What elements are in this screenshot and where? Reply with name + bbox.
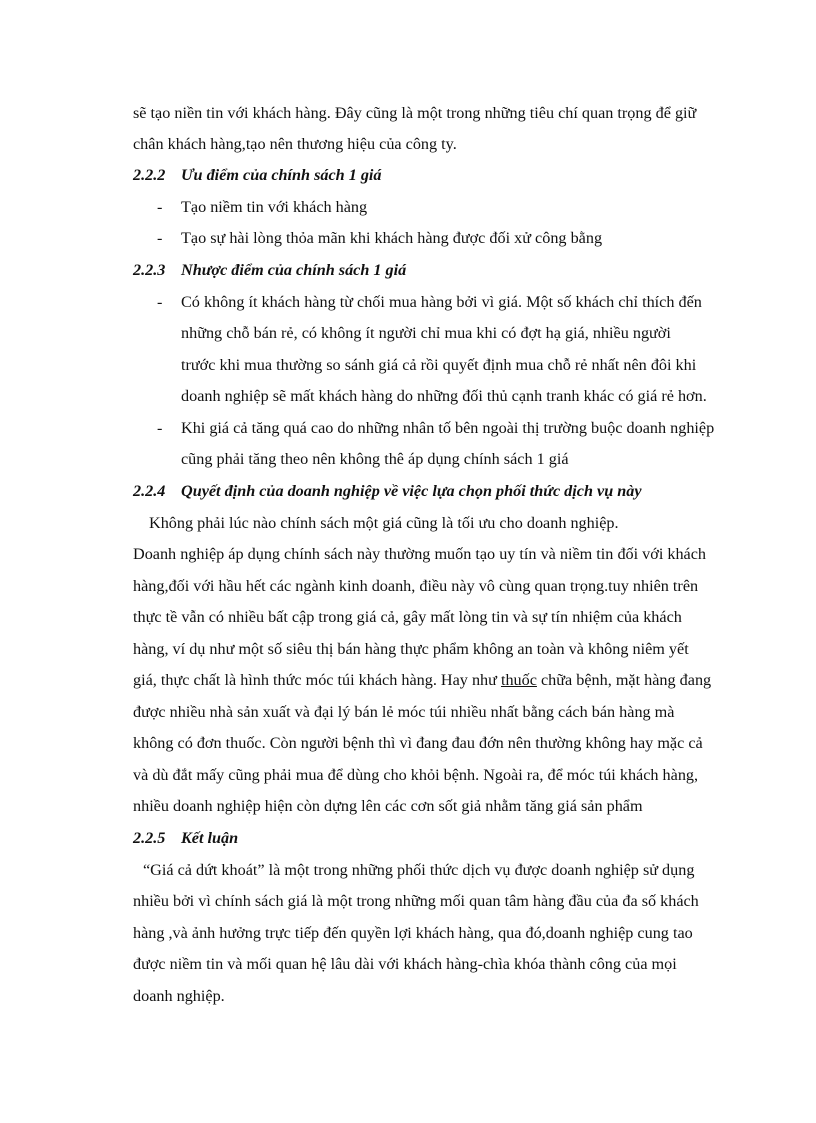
heading-2-2-3: [133, 255, 406, 287]
heading-2-2-2: [133, 160, 382, 192]
para-224-line-1: Không phải lúc nào chính sách một giá cũng là tối ưu cho doanh nghiệp.: [149, 514, 619, 532]
conclusion-line-4: được niềm tin và mối quan hệ lâu dài với khách hàng-chìa khóa thành công của mọi: [133, 955, 677, 973]
text-run: giá, thực chất là hình thức móc túi khách hàng. Hay như: [133, 671, 501, 689]
heading-title: Ưu điểm của chính sách 1 giá: [181, 166, 382, 184]
disadvantage-1-line-1: Có không ít khách hàng từ chối mua hàng bởi vì giá. Một số khách chỉ thích đến: [181, 293, 702, 311]
text-run: chữa bệnh, mặt hàng đang: [536, 671, 712, 689]
para-224-line-10: nhiều doanh nghiệp hiện còn dựng lên các cơn sốt giả nhằm tăng giá sản phẩm: [133, 797, 643, 815]
heading-number: 2.2.4: [133, 482, 166, 500]
bullet-marker: -: [157, 293, 163, 311]
heading-2-2-5: [133, 823, 238, 855]
advantage-item-1: Tạo niềm tin với khách hàng: [181, 198, 368, 216]
para-224-line-2: Doanh nghiệp áp dụng chính sách này thường muốn tạo uy tín và niềm tin đối với khách: [133, 545, 707, 563]
heading-number: 2.2.5: [133, 829, 166, 847]
conclusion-line-2: nhiều bởi vì chính sách giá là một trong những mối quan tâm hàng đầu của đa số khách: [133, 892, 699, 910]
heading-number: 2.2.2: [133, 166, 166, 184]
heading-title: Quyết định của doanh nghiệp về việc lựa chọn phối thức dịch vụ này: [181, 482, 642, 500]
intro-line-1: sẽ tạo niền tin với khách hàng. Đây cũng là một trong những tiêu chí quan trọng để giữ: [133, 104, 697, 122]
heading-title: Nhược điểm của chính sách 1 giá: [181, 261, 407, 279]
advantage-item-2: Tạo sự hài lòng thỏa mãn khi khách hàng được đối xử công bằng: [181, 229, 603, 247]
heading-2-2-4: [133, 476, 642, 508]
para-224-line-7: được nhiều nhà sản xuất và đại lý bán lẻ móc túi nhiều nhất bằng cách bán hàng mà: [133, 703, 675, 721]
para-224-line-3: hàng,đối với hầu hết các ngành kinh doanh, điều này vô cùng quan trọng.tuy nhiên trên: [133, 577, 699, 595]
bullet-marker: -: [157, 229, 163, 247]
disadvantage-1-line-2: những chỗ bán rẻ, có không ít người chỉ mua khi có đợt hạ giá, nhiều người: [181, 324, 671, 342]
heading-title: Kết luận: [181, 829, 239, 847]
intro-line-2: chân khách hàng,tạo nên thương hiệu của công ty.: [133, 135, 457, 153]
conclusion-line-1: “Giá cả dứt khoát” là một trong những phối thức dịch vụ được doanh nghiệp sử dụng: [143, 861, 695, 879]
disadvantage-2-line-2: cũng phải tăng theo nên không thê áp dụng chính sách 1 giá: [181, 450, 569, 468]
conclusion-line-3: hàng ,và ảnh hưởng trực tiếp đến quyền lợi khách hàng, qua đó,doanh nghiệp cung tao: [133, 924, 693, 942]
para-224-line-9: và dù đắt mấy cũng phải mua để dùng cho khỏi bệnh. Ngoài ra, để móc túi khách hàng,: [133, 766, 699, 784]
bullet-marker: -: [157, 419, 163, 437]
para-224-line-6: [133, 665, 711, 697]
disadvantage-1-line-4: doanh nghiệp sẽ mất khách hàng do những đối thủ cạnh tranh khác có giá rẻ hơn.: [181, 387, 707, 405]
para-224-line-5: hàng, ví dụ như một số siêu thị bán hàng thực phẩm không an toàn và không niêm yết: [133, 640, 689, 658]
disadvantage-1-line-3: trước khi mua thường so sánh giá cả rồi quyết định mua chỗ rẻ nhất nên đôi khi: [181, 356, 697, 374]
bullet-marker: -: [157, 198, 163, 216]
para-224-line-4: thực tề vẫn có nhiều bất cập trong giá cả, gây mất lòng tin và sự tín nhiệm của khách: [133, 608, 682, 626]
disadvantage-2-line-1: Khi giá cả tăng quá cao do những nhân tố bên ngoài thị trường buộc doanh nghiệp: [181, 419, 715, 437]
para-224-line-8: không có đơn thuốc. Còn người bệnh thì vì đang đau đớn nên thường không hay mặc cả: [133, 734, 703, 752]
heading-number: 2.2.3: [133, 261, 166, 279]
underlined-word: thuốc: [500, 671, 537, 689]
conclusion-line-5: doanh nghiệp.: [133, 987, 225, 1005]
